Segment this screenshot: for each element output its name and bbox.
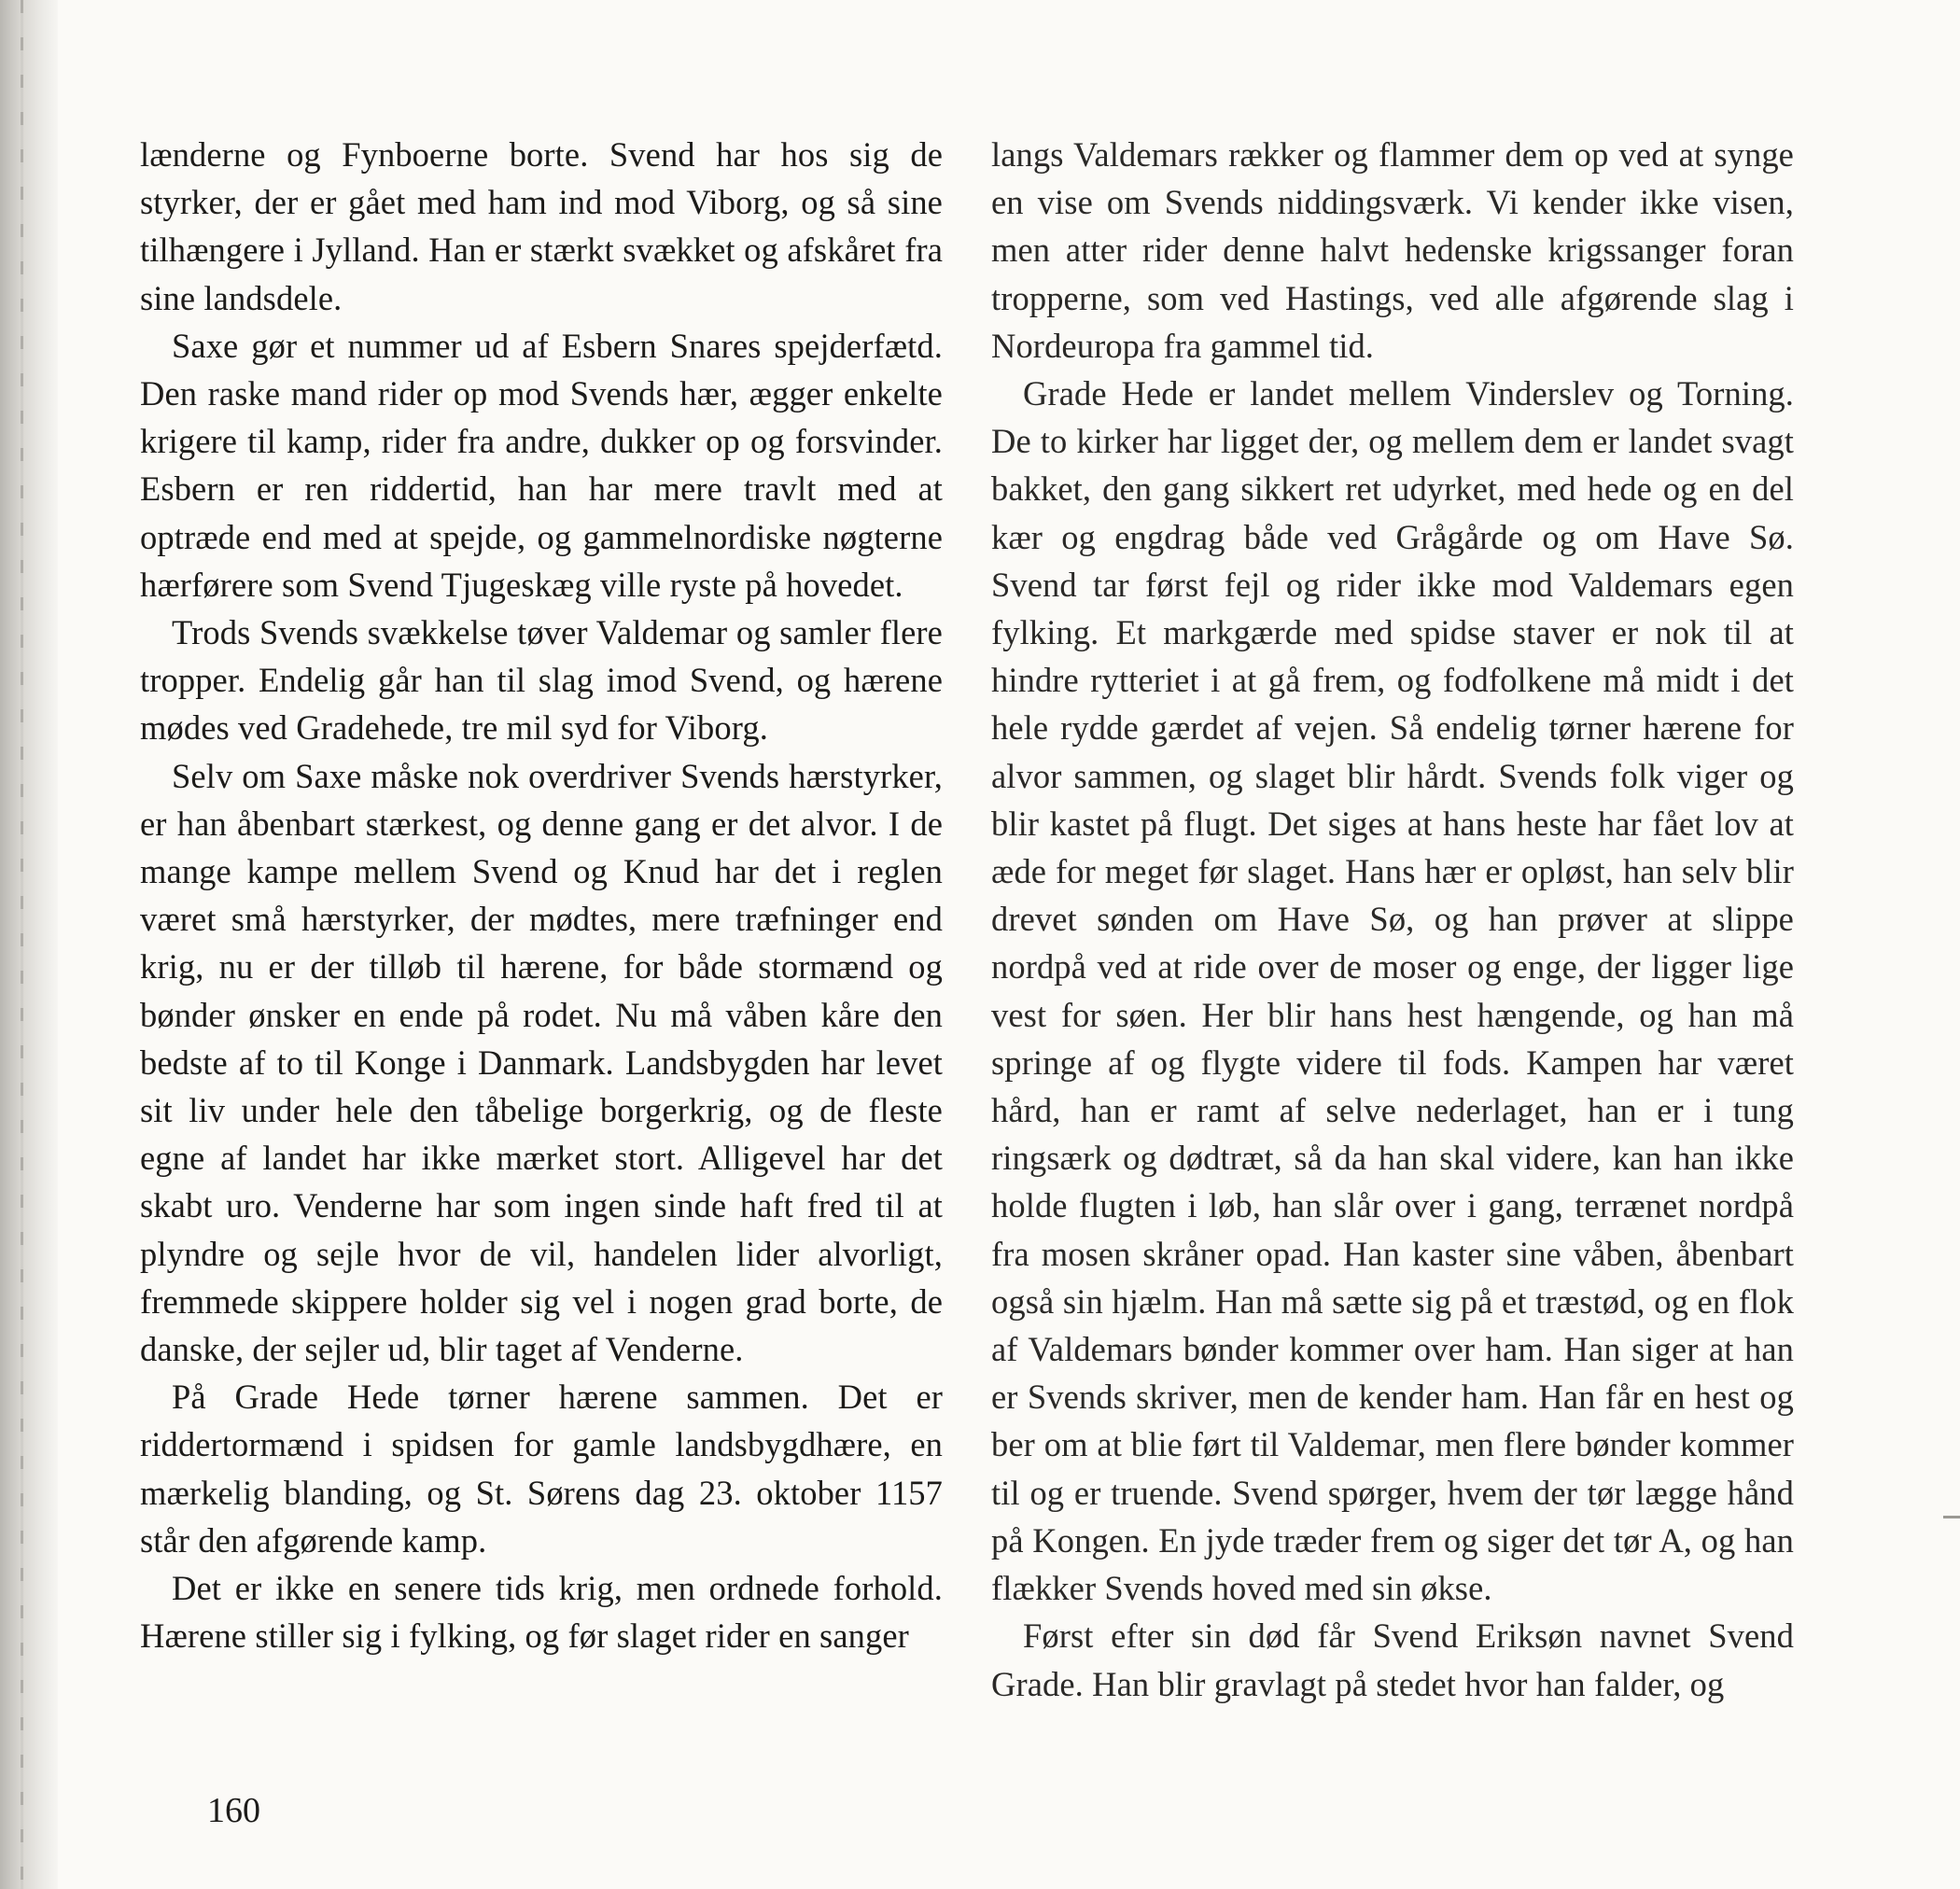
paragraph: Grade Hede er landet mellem Vinderslev og Torning. De to kirker har ligget der, og mellem dem er landet svagt bakket, den gang sikkert ret udyrket, med hede og en del kær og engdrag både ved Grågårde og om Have Sø. Svend tar først fejl og rider ikke mod Valdemars egen fylking. Et markgærde med spidse staver er nok til at hindre rytteriet i at gå frem, og fodfolkene må midt i det hele rydde gærdet af vejen. Så endelig tørner hærene for alvor sammen, og slaget blir hårdt. Svends folk viger og blir kastet på flugt. Det siges at hans heste har fået lov at æde for meget før slaget. Hans hær er opløst, han selv blir drevet sønden om Have Sø, og han prøver at slippe nordpå ved at ride over de moser og enge, der ligger lige vest for søen. Her blir hans hest hængende, og han må springe af og flygte videre til fods. Kampen har været hård, han er ramt af selve nederlaget, han er i tung ringsærk og dødtræt, så da han skal videre, kan han ikke holde flugten i løb, han slår over i gang, terrænet nordpå fra mosen skråner opad. Han kaster sine våben, åbenbart også sin hjælm. Han må sætte sig på et træstød, og en flok af Valdemars bønder kommer over ham. Han siger at han er Svends skriver, men de kender ham. Han får en hest og ber om at blie ført til Valdemar, men flere bønder kommer til og er truende. Svend spørger, hvem der tør lægge hånd på Kongen. En jyde træder frem og siger det tør A, og han flækker Svends hoved med sin økse. <box>991 374 1794 1608</box>
right-text-column <box>991 131 1794 1708</box>
paragraph: På Grade Hede tørner hærene sammen. Det er riddertormænd i spidsen for gamle landsbygdhære, en mærkelig blanding, og St. Sørens dag 23. oktober 1157 står den afgørende kamp. <box>140 1378 943 1560</box>
paragraph: lænderne og Fynboerne borte. Svend har hos sig de styrker, der er gået med ham ind mod Viborg, og så sine tilhængere i Jylland. Han er stærkt svækket og afskåret fra sine landsdele. <box>140 135 943 317</box>
paragraph: Det er ikke en senere tids krig, men ordnede forhold. Hærene stiller sig i fylking, og før slaget rider en sanger <box>140 1569 943 1656</box>
paragraph: Først efter sin død får Svend Eriksøn navnet Svend Grade. Han blir gravlagt på stedet hvor han falder, og <box>991 1616 1794 1703</box>
paragraph: langs Valdemars rækker og flammer dem op ved at synge en vise om Svends niddingsværk. Vi kender ikke visen, men atter rider denne halvt hedenske krigssanger foran tropperne, som ved Hastings, ved alle afgørende slag i Nordeuropa fra gammel tid. <box>991 135 1794 365</box>
page-edge-mark <box>1943 1516 1960 1518</box>
paragraph: Saxe gør et nummer ud af Esbern Snares spejderfætd. Den raske mand rider op mod Svends hær, ægger enkelte krigere til kamp, rider fra andre, dukker op og forsvinder. Esbern er ren riddertid, han har mere travlt med at optræde end med at spejde, og gammelnordiske nøgterne hærførere som Svend Tjugeskæg ville ryste på hovedet. <box>140 326 943 604</box>
paragraph: Trods Svends svækkelse tøver Valdemar og samler flere tropper. Endelig går han til slag imod Svend, og hærene mødes ved Gradehede, tre mil syd for Viborg. <box>140 613 943 748</box>
paragraph: Selv om Saxe måske nok overdriver Svends hærstyrker, er han åbenbart stærkest, og denne gang er det alvor. I de mange kampe mellem Svend og Knud har det i reglen været små hærstyrker, der mødtes, mere træfninger end krig, nu er der tilløb til hærene, for både stormænd og bønder ønsker en ende på rodet. Nu må våben kåre den bedste af to til Konge i Danmark. Landsbygden har levet sit liv under hele den tåbelige borgerkrig, og de fleste egne af landet har ikke mærket stort. Alligevel har det skabt uro. Venderne har som ingen sinde haft fred til at plyndre og sejle hvor de vil, handelen lider alvorligt, fremmede skippere holder sig vel i nogen grad borte, de danske, der sejler ud, blir taget af Venderne. <box>140 756 943 1369</box>
left-text-column <box>140 131 943 1660</box>
book-spine-shadow <box>0 0 58 1889</box>
page-number: 160 <box>207 1791 260 1830</box>
